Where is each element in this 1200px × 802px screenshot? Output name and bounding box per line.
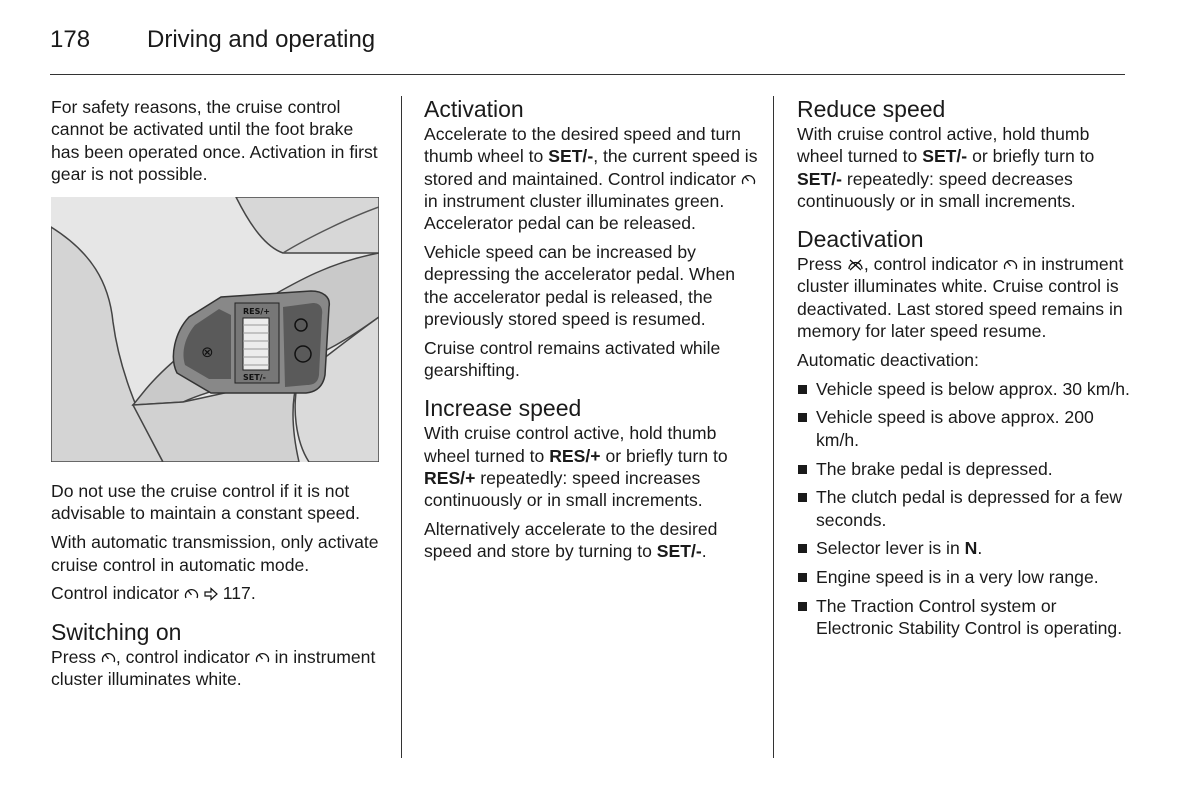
increase-by-pedal-paragraph: Vehicle speed can be increased by depressing the accelerator pedal. When the accelerator pedal is released, the previously stored speed is resumed. [424, 241, 736, 329]
column-3 [797, 96, 1132, 646]
bullet-icon [798, 602, 807, 611]
list-item: The clutch pedal is depressed for a few seconds. [797, 486, 1132, 531]
section-title: Driving and operating [147, 26, 376, 53]
deactivation-heading: Deactivation [797, 226, 924, 253]
cruise-control-icon [255, 650, 270, 665]
switching-on-paragraph: Press , control indicator in instrument cluster illuminates white. [51, 646, 376, 689]
bullet-icon [798, 573, 807, 582]
automatic-deactivation-label: Automatic deactivation: [797, 349, 979, 370]
list-item: The brake pedal is depressed. [797, 458, 1132, 480]
cruise-control-icon [1003, 257, 1018, 272]
automatic-paragraph: With automatic transmission, only activate cruise control in automatic mode. [51, 532, 379, 575]
page-reference-arrow-icon [204, 587, 218, 601]
activation-heading: Activation [424, 96, 524, 122]
alternative-paragraph: Alternatively accelerate to the desired speed and store by turning to SET/-. [424, 518, 718, 562]
intro-paragraph: For safety reasons, the cruise control cannot be activated until the foot brake has been operated once. Activation in first gear is not possible. [51, 97, 378, 184]
list-item: Vehicle speed is above approx. 200 km/h. [797, 406, 1132, 451]
column-divider [773, 96, 774, 758]
bullet-icon [798, 493, 807, 502]
deactivation-conditions-list [797, 378, 1132, 640]
reduce-speed-paragraph: With cruise control active, hold thumb wheel turned to SET/- or briefly turn to SET/- repeatedly: speed decreases continuously or in small increments. [797, 124, 1095, 211]
increase-speed-heading: Increase speed [424, 395, 582, 422]
list-item: Vehicle speed is below approx. 30 km/h. [797, 378, 1132, 400]
res-label: RES/+ [243, 307, 271, 317]
reduce-speed-heading: Reduce speed [797, 96, 946, 122]
warning-paragraph: Do not use the cruise control if it is not advisable to maintain a constant speed. [51, 481, 361, 524]
bullet-icon [798, 465, 807, 474]
bullet-icon [798, 544, 807, 553]
gearshift-paragraph: Cruise control remains activated while gearshifting. [424, 337, 721, 380]
column-divider [401, 96, 402, 758]
bullet-icon [798, 385, 807, 394]
switching-on-heading: Switching on [51, 618, 182, 645]
svg-text:⊗: ⊗ [201, 343, 214, 362]
cruise-control-icon [741, 172, 756, 187]
column-2 [424, 96, 759, 569]
cruise-control-icon [184, 586, 199, 601]
steering-wheel-illustration [51, 197, 379, 462]
set-label: SET/- [243, 373, 266, 383]
page-header [50, 26, 375, 54]
cruise-off-icon [847, 257, 864, 272]
activation-paragraph: Accelerate to the desired speed and turn thumb wheel to SET/-, the current speed is stored and maintained. Control indicator in instrument cluster illuminates green. Accelerator pedal can be released. [424, 124, 758, 234]
header-rule [50, 74, 1125, 75]
cruise-control-icon [101, 650, 116, 665]
list-item: Selector lever is in N. [797, 537, 1132, 559]
increase-speed-paragraph: With cruise control active, hold thumb wheel turned to RES/+ or briefly turn to RES/+ repeatedly: speed increases continuously or in small increments. [424, 423, 728, 511]
deactivation-paragraph: Press , control indicator in instrument cluster illuminates white. Cruise control is deactivated. Last stored speed remains in memory for later speed resume. [797, 254, 1124, 342]
column-1 [51, 96, 386, 697]
bullet-icon [798, 413, 807, 422]
indicator-paragraph: Control indicator 117. [51, 583, 256, 604]
list-item: The Traction Control system or Electronic Stability Control is operating. [797, 595, 1132, 640]
list-item: Engine speed is in a very low range. [797, 566, 1132, 588]
page-number: 178 [50, 26, 91, 53]
